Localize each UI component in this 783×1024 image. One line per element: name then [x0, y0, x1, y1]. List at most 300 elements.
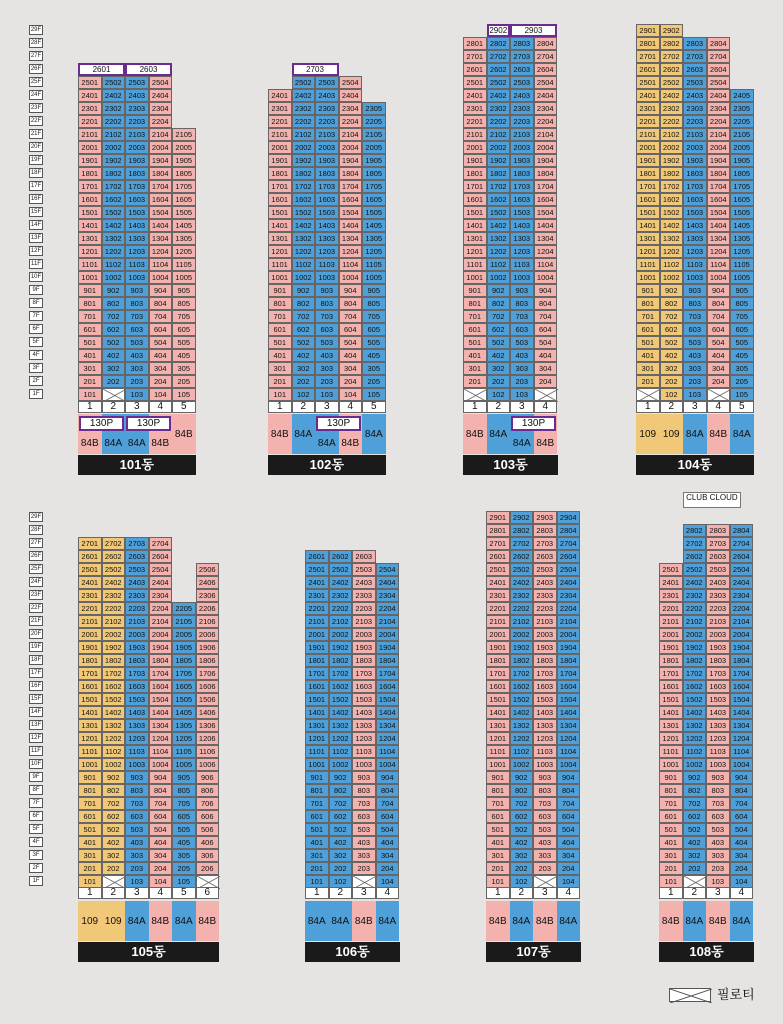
unit-type: 84A [329, 901, 353, 941]
unit-cell: 801 [486, 784, 510, 797]
unit-cell: 2105 [362, 128, 386, 141]
unit-cell: 1305 [172, 719, 196, 732]
unit-cell: 2204 [149, 115, 173, 128]
unit-cell: 2004 [557, 628, 581, 641]
unit-cell: 1301 [305, 719, 329, 732]
unit-cell: 1802 [487, 167, 511, 180]
unit-cell: 2504 [149, 563, 173, 576]
unit-cell: 2303 [510, 102, 534, 115]
unit-cell: 904 [557, 771, 581, 784]
unit-cell: 602 [510, 810, 534, 823]
unit-cell: 603 [683, 323, 707, 336]
unit-cell: 1902 [487, 154, 511, 167]
unit-cell: 801 [636, 297, 660, 310]
unit-cell: 302 [660, 362, 684, 375]
unit-cell: 1202 [102, 245, 126, 258]
unit-cell: 603 [125, 810, 149, 823]
unit-cell: 2802 [487, 37, 511, 50]
unit-cell: 603 [315, 323, 339, 336]
unit-cell: 1705 [172, 180, 196, 193]
unit-cell: 503 [315, 336, 339, 349]
unit-cell: 2102 [487, 128, 511, 141]
unit-cell: 1604 [707, 193, 731, 206]
unit-type: 84A [292, 414, 316, 454]
unit-cell: 1901 [305, 641, 329, 654]
unit-cell: 501 [659, 823, 683, 836]
unit-cell: 803 [315, 297, 339, 310]
unit-cell: 802 [102, 297, 126, 310]
unit-cell: 704 [339, 310, 363, 323]
unit-cell: 1601 [463, 193, 487, 206]
unit-cell: 1001 [78, 271, 102, 284]
unit-cell: 1703 [125, 180, 149, 193]
unit-cell: 203 [125, 862, 149, 875]
unit-cell: 1403 [510, 219, 534, 232]
unit-cell: 2701 [636, 50, 660, 63]
unit-cell: 2802 [660, 37, 684, 50]
legend-label: 필로티 [717, 987, 755, 1002]
unit-cell: 2006 [196, 628, 220, 641]
unit-cell: 705 [172, 797, 196, 810]
unit-cell: 2302 [510, 589, 534, 602]
unit-cell: 2304 [557, 589, 581, 602]
unit-cell: 2704 [707, 50, 731, 63]
unit-cell: 1202 [292, 245, 316, 258]
unit-cell: 2302 [292, 102, 316, 115]
unit-type: 84B [706, 901, 730, 941]
unit-cell: 1903 [125, 154, 149, 167]
unit-cell: 2001 [659, 628, 683, 641]
unit-cell: 903 [315, 284, 339, 297]
unit-cell: 204 [557, 862, 581, 875]
unit-cell: 704 [149, 797, 173, 810]
line-number: 4 [707, 401, 731, 413]
unit-cell: 601 [636, 323, 660, 336]
unit-cell: 1404 [707, 219, 731, 232]
unit-cell: 1201 [486, 732, 510, 745]
unit-cell: 2504 [149, 76, 173, 89]
unit-cell: 2003 [706, 628, 730, 641]
unit-cell: 2003 [683, 141, 707, 154]
unit-cell: 1002 [329, 758, 353, 771]
unit-cell: 1201 [463, 245, 487, 258]
unit-cell: 104 [339, 388, 363, 401]
unit-cell: 802 [683, 784, 707, 797]
unit-type: 84A [557, 901, 581, 941]
floor-label: 3F [29, 363, 43, 373]
unit-cell: 2304 [534, 102, 558, 115]
unit-cell: 1905 [730, 154, 754, 167]
unit-cell: 1801 [268, 167, 292, 180]
unit-cell: 1505 [362, 206, 386, 219]
line-number: 3 [510, 401, 534, 413]
unit-cell: 1905 [362, 154, 386, 167]
unit-cell: 1202 [683, 732, 707, 745]
unit-cell: 2102 [660, 128, 684, 141]
unit-cell: 505 [362, 336, 386, 349]
unit-cell: 1304 [376, 719, 400, 732]
unit-cell: 1402 [660, 219, 684, 232]
line-number: 1 [305, 887, 329, 899]
unit-cell: 1401 [78, 219, 102, 232]
unit-cell: 203 [510, 375, 534, 388]
unit-cell: 1003 [510, 271, 534, 284]
unit-type: 84B [172, 414, 196, 454]
line-number: 5 [730, 401, 754, 413]
unit-type: 84A [510, 901, 534, 941]
unit-cell: 302 [683, 849, 707, 862]
line-number: 3 [125, 401, 149, 413]
unit-cell: 605 [172, 810, 196, 823]
unit-cell: 1102 [102, 745, 126, 758]
unit-cell: 2601 [305, 550, 329, 563]
unit-cell: 2102 [329, 615, 353, 628]
unit-cell: 1004 [149, 271, 173, 284]
unit-cell: 1202 [510, 732, 534, 745]
unit-cell: 2502 [660, 76, 684, 89]
unit-cell: 2205 [172, 602, 196, 615]
unit-cell: 2002 [660, 141, 684, 154]
unit-cell: 1802 [329, 654, 353, 667]
unit-cell: 904 [707, 284, 731, 297]
unit-cell: 703 [352, 797, 376, 810]
unit-cell: 1602 [660, 193, 684, 206]
unit-cell: 2103 [125, 128, 149, 141]
unit-cell: 1403 [352, 706, 376, 719]
unit-cell: 1303 [352, 719, 376, 732]
unit-cell: 1202 [102, 732, 126, 745]
unit-cell: 501 [636, 336, 660, 349]
unit-cell: 1504 [149, 693, 173, 706]
unit-cell: 1305 [172, 232, 196, 245]
unit-cell: 506 [196, 823, 220, 836]
unit-cell: 801 [305, 784, 329, 797]
unit-cell: 1404 [376, 706, 400, 719]
unit-cell: 2204 [534, 115, 558, 128]
unit-type: 109 [636, 414, 660, 454]
unit-cell: 103 [125, 388, 149, 401]
unit-cell: 2602 [329, 550, 353, 563]
floor-label: 9F [29, 772, 43, 782]
unit-cell: 1604 [557, 680, 581, 693]
unit-cell: 2202 [510, 602, 534, 615]
unit-cell: 1103 [706, 745, 730, 758]
unit-cell: 304 [376, 849, 400, 862]
unit-cell: 1703 [315, 180, 339, 193]
unit-cell: 1103 [683, 258, 707, 271]
floor-label: 29F [30, 514, 42, 520]
penthouse-type-tag: 130P [126, 416, 171, 431]
unit-cell: 1802 [292, 167, 316, 180]
unit-cell: 1804 [339, 167, 363, 180]
unit-cell: 2302 [487, 102, 511, 115]
unit-cell: 405 [172, 349, 196, 362]
unit-cell: 802 [292, 297, 316, 310]
unit-cell: 2602 [102, 550, 126, 563]
unit-cell: 903 [125, 771, 149, 784]
unit-cell: 302 [510, 849, 534, 862]
unit-cell: 1601 [78, 680, 102, 693]
unit-cell: 2301 [78, 102, 102, 115]
unit-cell: 1205 [730, 245, 754, 258]
unit-cell: 404 [534, 349, 558, 362]
unit-cell: 2401 [463, 89, 487, 102]
unit-cell: 2406 [196, 576, 220, 589]
unit-cell: 805 [172, 297, 196, 310]
unit-cell: 2403 [510, 89, 534, 102]
unit-cell: 301 [486, 849, 510, 862]
unit-cell: 2201 [659, 602, 683, 615]
unit-cell: 1801 [659, 654, 683, 667]
unit-cell: 2501 [636, 76, 660, 89]
unit-cell: 2403 [683, 89, 707, 102]
unit-cell: 2303 [125, 589, 149, 602]
unit-cell: 904 [534, 284, 558, 297]
line-number: 1 [486, 887, 510, 899]
penthouse-type-tag: 130P [79, 416, 124, 431]
unit-cell: 2502 [510, 563, 534, 576]
unit-cell: 1604 [149, 680, 173, 693]
unit-cell: 2104 [149, 128, 173, 141]
unit-cell: 804 [149, 784, 173, 797]
unit-cell: 2304 [149, 102, 173, 115]
unit-cell: 1302 [102, 232, 126, 245]
unit-cell: 1602 [510, 680, 534, 693]
unit-cell: 1403 [533, 706, 557, 719]
unit-cell: 101 [268, 388, 292, 401]
unit-cell: 1704 [730, 667, 754, 680]
unit-cell: 2804 [557, 524, 581, 537]
floor-label: 15F [30, 696, 42, 702]
unit-cell: 503 [352, 823, 376, 836]
unit-cell: 2803 [510, 37, 534, 50]
unit-cell: 1701 [636, 180, 660, 193]
unit-cell: 1404 [534, 219, 558, 232]
unit-cell: 103 [125, 875, 149, 888]
unit-cell: 901 [78, 284, 102, 297]
unit-cell: 704 [707, 310, 731, 323]
unit-cell: 601 [78, 810, 102, 823]
unit-cell: 1001 [636, 271, 660, 284]
unit-cell: 1104 [376, 745, 400, 758]
unit-cell: 603 [510, 323, 534, 336]
unit-cell: 1701 [659, 667, 683, 680]
unit-cell: 1405 [730, 219, 754, 232]
unit-cell: 706 [196, 797, 220, 810]
unit-cell: 1002 [683, 758, 707, 771]
unit-cell: 101 [78, 875, 102, 888]
unit-cell: 1401 [463, 219, 487, 232]
unit-cell: 1804 [557, 654, 581, 667]
unit-cell: 1801 [78, 167, 102, 180]
unit-cell: 503 [510, 336, 534, 349]
unit-cell: 1005 [172, 758, 196, 771]
unit-cell: 2104 [557, 615, 581, 628]
unit-cell: 702 [683, 797, 707, 810]
unit-cell: 1401 [78, 706, 102, 719]
unit-cell: 905 [362, 284, 386, 297]
unit-cell: 1203 [533, 732, 557, 745]
unit-type: 84B [707, 414, 731, 454]
floor-label: 25F [30, 79, 42, 85]
unit-cell: 103 [706, 875, 730, 888]
floor-label: 10F [30, 761, 42, 767]
unit-cell: 2403 [125, 576, 149, 589]
floor-label: 4F [29, 837, 43, 847]
floor-label: 1F [29, 876, 43, 886]
unit-cell: 505 [172, 336, 196, 349]
unit-cell: 2201 [78, 115, 102, 128]
unit-cell: 701 [78, 310, 102, 323]
unit-cell: 2103 [510, 128, 534, 141]
unit-cell: 2204 [557, 602, 581, 615]
unit-cell: 1906 [196, 641, 220, 654]
floor-label: 7F [29, 798, 43, 808]
unit-cell: 101 [659, 875, 683, 888]
unit-cell: 2106 [196, 615, 220, 628]
unit-cell: 102 [660, 388, 684, 401]
unit-cell: 803 [510, 297, 534, 310]
unit-cell: 1502 [329, 693, 353, 706]
unit-type: 84A [172, 901, 196, 941]
line-number: 2 [329, 887, 353, 899]
unit-cell: 403 [706, 836, 730, 849]
unit-cell: 2104 [707, 128, 731, 141]
unit-cell: 1704 [707, 180, 731, 193]
unit-cell: 2603 [706, 550, 730, 563]
unit-cell: 1604 [339, 193, 363, 206]
unit-cell: 605 [362, 323, 386, 336]
unit-type: 84B [196, 901, 220, 941]
unit-cell: 2402 [487, 89, 511, 102]
unit-cell: 701 [268, 310, 292, 323]
unit-cell: 2105 [172, 615, 196, 628]
unit-cell: 401 [78, 349, 102, 362]
unit-cell: 1101 [486, 745, 510, 758]
unit-cell: 2001 [636, 141, 660, 154]
unit-cell: 1003 [125, 758, 149, 771]
unit-cell: 1805 [172, 167, 196, 180]
unit-cell: 2002 [683, 628, 707, 641]
unit-cell: 1304 [149, 232, 173, 245]
unit-cell: 2803 [706, 524, 730, 537]
unit-cell: 1101 [463, 258, 487, 271]
unit-cell: 1701 [78, 180, 102, 193]
unit-cell: 1602 [329, 680, 353, 693]
unit-cell: 2005 [730, 141, 754, 154]
unit-cell: 1504 [149, 206, 173, 219]
unit-cell: 2202 [660, 115, 684, 128]
floor-label: 27F [30, 540, 42, 546]
unit-cell: 1901 [268, 154, 292, 167]
unit-cell: 2103 [683, 128, 707, 141]
unit-cell: 502 [329, 823, 353, 836]
unit-cell: 1903 [315, 154, 339, 167]
unit-cell: 1703 [683, 180, 707, 193]
unit-cell: 1204 [707, 245, 731, 258]
unit-type: 84B [534, 414, 558, 454]
unit-cell: 2404 [557, 576, 581, 589]
unit-cell: 2502 [329, 563, 353, 576]
unit-cell: 2403 [125, 89, 149, 102]
floor-label: 16F [30, 196, 42, 202]
unit-cell: 1804 [534, 167, 558, 180]
building-name: 108동 [659, 942, 754, 962]
unit-cell: 2402 [102, 89, 126, 102]
unit-cell: 703 [706, 797, 730, 810]
unit-cell: 2503 [706, 563, 730, 576]
unit-cell: 302 [487, 362, 511, 375]
unit-cell: 203 [683, 375, 707, 388]
unit-cell: 2904 [557, 511, 581, 524]
unit-cell: 903 [706, 771, 730, 784]
unit-cell: 1101 [78, 745, 102, 758]
unit-cell: 601 [305, 810, 329, 823]
unit-cell: 1003 [533, 758, 557, 771]
unit-cell: 705 [172, 310, 196, 323]
unit-cell: 902 [660, 284, 684, 297]
unit-cell: 1604 [730, 680, 754, 693]
unit-cell: 202 [487, 375, 511, 388]
piloti-cross-icon [463, 388, 487, 401]
unit-cell: 2403 [533, 576, 557, 589]
line-number: 3 [683, 401, 707, 413]
floor-label: 25F [30, 566, 42, 572]
unit-cell: 1904 [557, 641, 581, 654]
unit-cell: 2306 [196, 589, 220, 602]
unit-cell: 2004 [149, 628, 173, 641]
unit-cell: 904 [149, 284, 173, 297]
unit-cell: 1302 [102, 719, 126, 732]
unit-cell: 1501 [78, 206, 102, 219]
unit-cell: 1803 [352, 654, 376, 667]
floor-label: 2F [29, 863, 43, 873]
floor-label: 24F [30, 579, 42, 585]
unit-cell: 604 [149, 810, 173, 823]
unit-cell: 2405 [730, 89, 754, 102]
unit-type: 84A [305, 901, 329, 941]
unit-cell: 1101 [305, 745, 329, 758]
unit-cell: 1301 [463, 232, 487, 245]
unit-cell: 201 [305, 862, 329, 875]
unit-cell: 403 [533, 836, 557, 849]
unit-cell: 2702 [683, 537, 707, 550]
unit-cell: 503 [683, 336, 707, 349]
unit-cell: 2005 [362, 141, 386, 154]
unit-cell: 2702 [102, 537, 126, 550]
unit-cell: 1203 [315, 245, 339, 258]
unit-cell: 2002 [102, 141, 126, 154]
unit-cell: 1903 [683, 154, 707, 167]
unit-cell: 2804 [730, 524, 754, 537]
unit-cell: 1904 [376, 641, 400, 654]
unit-cell: 1903 [125, 641, 149, 654]
unit-cell: 1601 [636, 193, 660, 206]
unit-cell: 1402 [329, 706, 353, 719]
unit-cell: 2204 [707, 115, 731, 128]
unit-cell: 801 [78, 784, 102, 797]
floor-label: 17F [30, 183, 42, 189]
unit-type: 109 [660, 414, 684, 454]
piloti-cross-icon [102, 388, 126, 401]
line-number: 1 [268, 401, 292, 413]
unit-cell: 2404 [339, 89, 363, 102]
unit-cell: 2602 [683, 550, 707, 563]
unit-cell: 806 [196, 784, 220, 797]
unit-cell: 1201 [636, 245, 660, 258]
unit-cell: 2304 [376, 589, 400, 602]
unit-cell: 202 [292, 375, 316, 388]
